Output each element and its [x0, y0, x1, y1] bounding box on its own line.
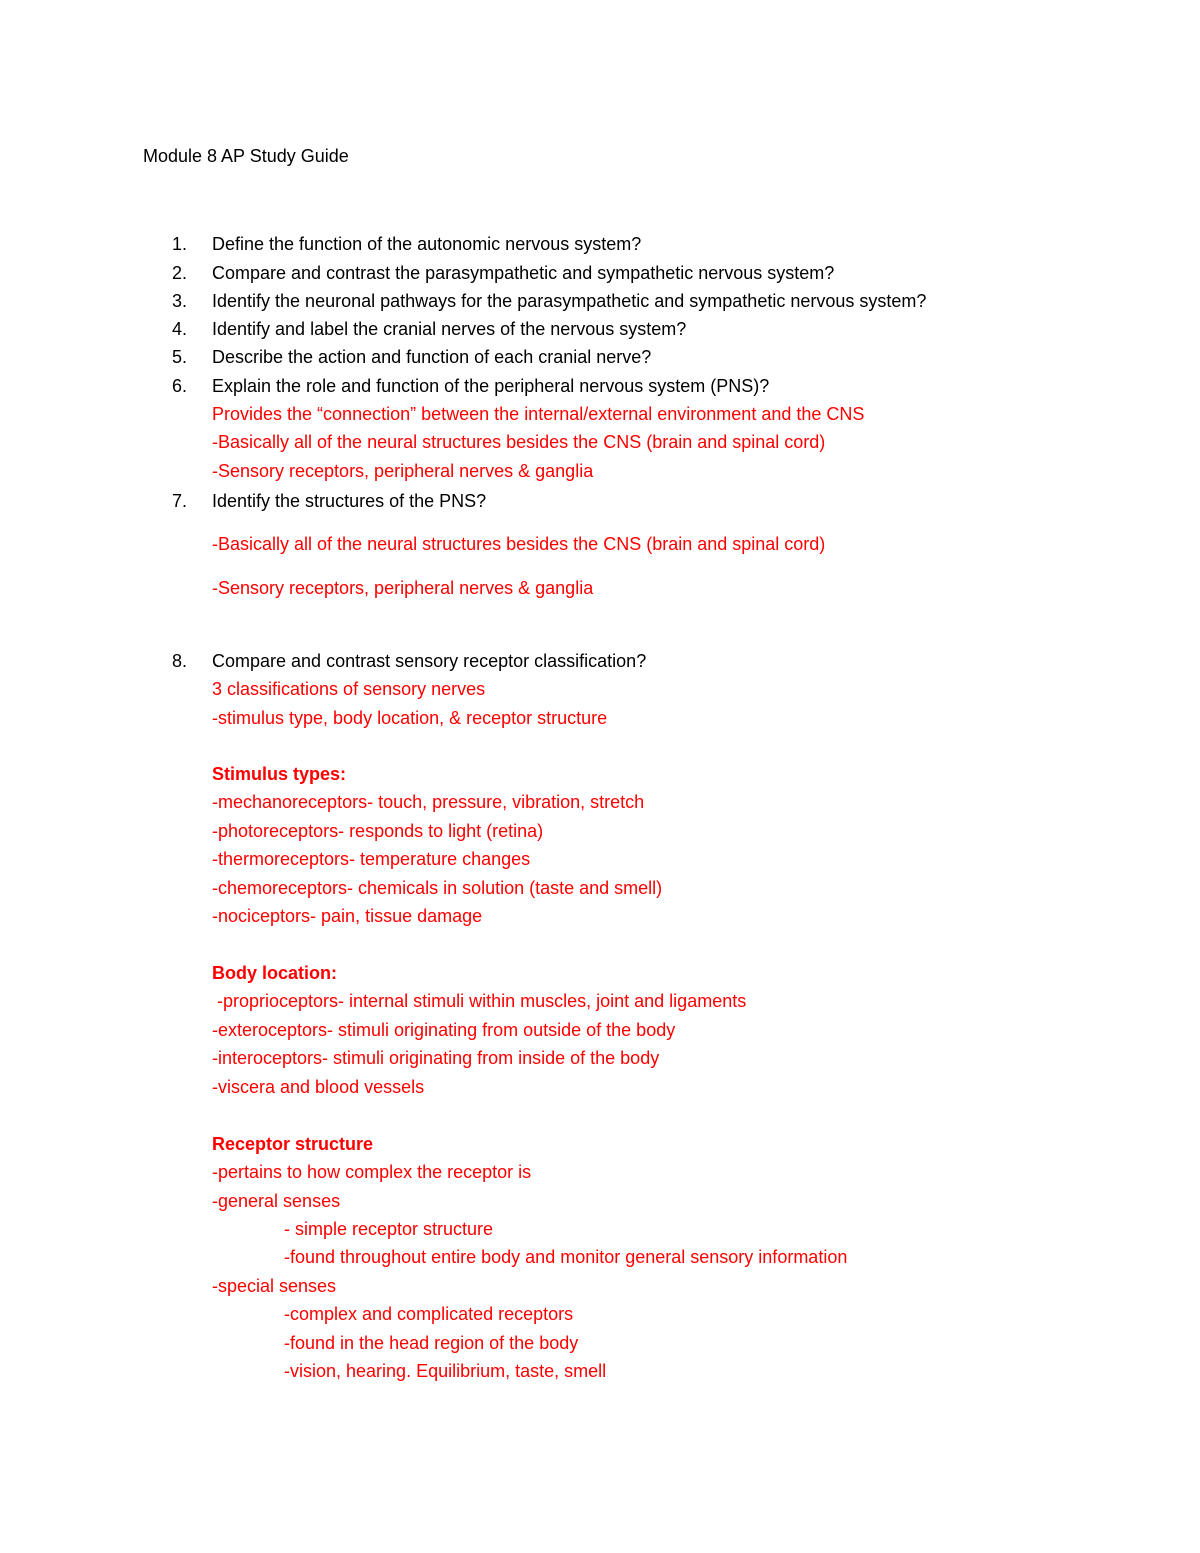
- answer-subline: -found in the head region of the body: [284, 1333, 579, 1353]
- answer-line: -chemoreceptors- chemicals in solution (taste and smell): [212, 878, 663, 898]
- question-text: Identify the structures of the PNS?: [212, 491, 487, 511]
- answer-line: -photoreceptors- responds to light (retina): [212, 821, 544, 841]
- question-number: 7.: [172, 491, 188, 511]
- answer-line: -Sensory receptors, peripheral nerves & ganglia: [212, 578, 594, 598]
- answer-line: -thermoreceptors- temperature changes: [212, 849, 531, 869]
- section-heading: Receptor structure: [212, 1134, 374, 1154]
- section-heading: Body location:: [212, 963, 337, 983]
- answer-line: -Basically all of the neural structures besides the CNS (brain and spinal cord): [212, 432, 826, 452]
- answer-line: -interoceptors- stimuli originating from inside of the body: [212, 1048, 660, 1068]
- question-number: 8.: [172, 651, 188, 671]
- question-text: Define the function of the autonomic nervous system?: [212, 234, 642, 254]
- question-number: 5.: [172, 347, 188, 367]
- question-number: 4.: [172, 319, 188, 339]
- question-number: 6.: [172, 376, 188, 396]
- question-text: Compare and contrast sensory receptor classification?: [212, 651, 647, 671]
- answer-line: -viscera and blood vessels: [212, 1077, 425, 1097]
- answer-line: -pertains to how complex the receptor is: [212, 1162, 532, 1182]
- answer-line: -general senses: [212, 1191, 341, 1211]
- question-number: 2.: [172, 263, 188, 283]
- question-number: 1.: [172, 234, 188, 254]
- answer-subline: - simple receptor structure: [284, 1219, 494, 1239]
- answer-line: -proprioceptors- internal stimuli within muscles, joint and ligaments: [212, 991, 747, 1011]
- question-text: Describe the action and function of each cranial nerve?: [212, 347, 652, 367]
- document-title: Module 8 AP Study Guide: [143, 146, 349, 166]
- answer-line: -mechanoreceptors- touch, pressure, vibration, stretch: [212, 792, 645, 812]
- question-text: Identify the neuronal pathways for the parasympathetic and sympathetic nervous system?: [212, 291, 927, 311]
- answer-line: -exteroceptors- stimuli originating from outside of the body: [212, 1020, 676, 1040]
- question-text: Identify and label the cranial nerves of the nervous system?: [212, 319, 687, 339]
- answer-line: 3 classifications of sensory nerves: [212, 679, 486, 699]
- section-heading: Stimulus types:: [212, 764, 347, 784]
- answer-subline: -complex and complicated receptors: [284, 1304, 574, 1324]
- answer-subline: -vision, hearing. Equilibrium, taste, smell: [284, 1361, 607, 1381]
- question-text: Explain the role and function of the peripheral nervous system (PNS)?: [212, 376, 770, 396]
- answer-line: -stimulus type, body location, & receptor structure: [212, 708, 608, 728]
- answer-line: -Sensory receptors, peripheral nerves & ganglia: [212, 461, 594, 481]
- answer-line: -nociceptors- pain, tissue damage: [212, 906, 483, 926]
- answer-line: -Basically all of the neural structures besides the CNS (brain and spinal cord): [212, 534, 826, 554]
- answer-line: -special senses: [212, 1276, 337, 1296]
- answer-subline: -found throughout entire body and monitor general sensory information: [284, 1247, 848, 1267]
- question-number: 3.: [172, 291, 188, 311]
- answer-line: Provides the “connection” between the internal/external environment and the CNS: [212, 404, 865, 424]
- question-text: Compare and contrast the parasympathetic and sympathetic nervous system?: [212, 263, 835, 283]
